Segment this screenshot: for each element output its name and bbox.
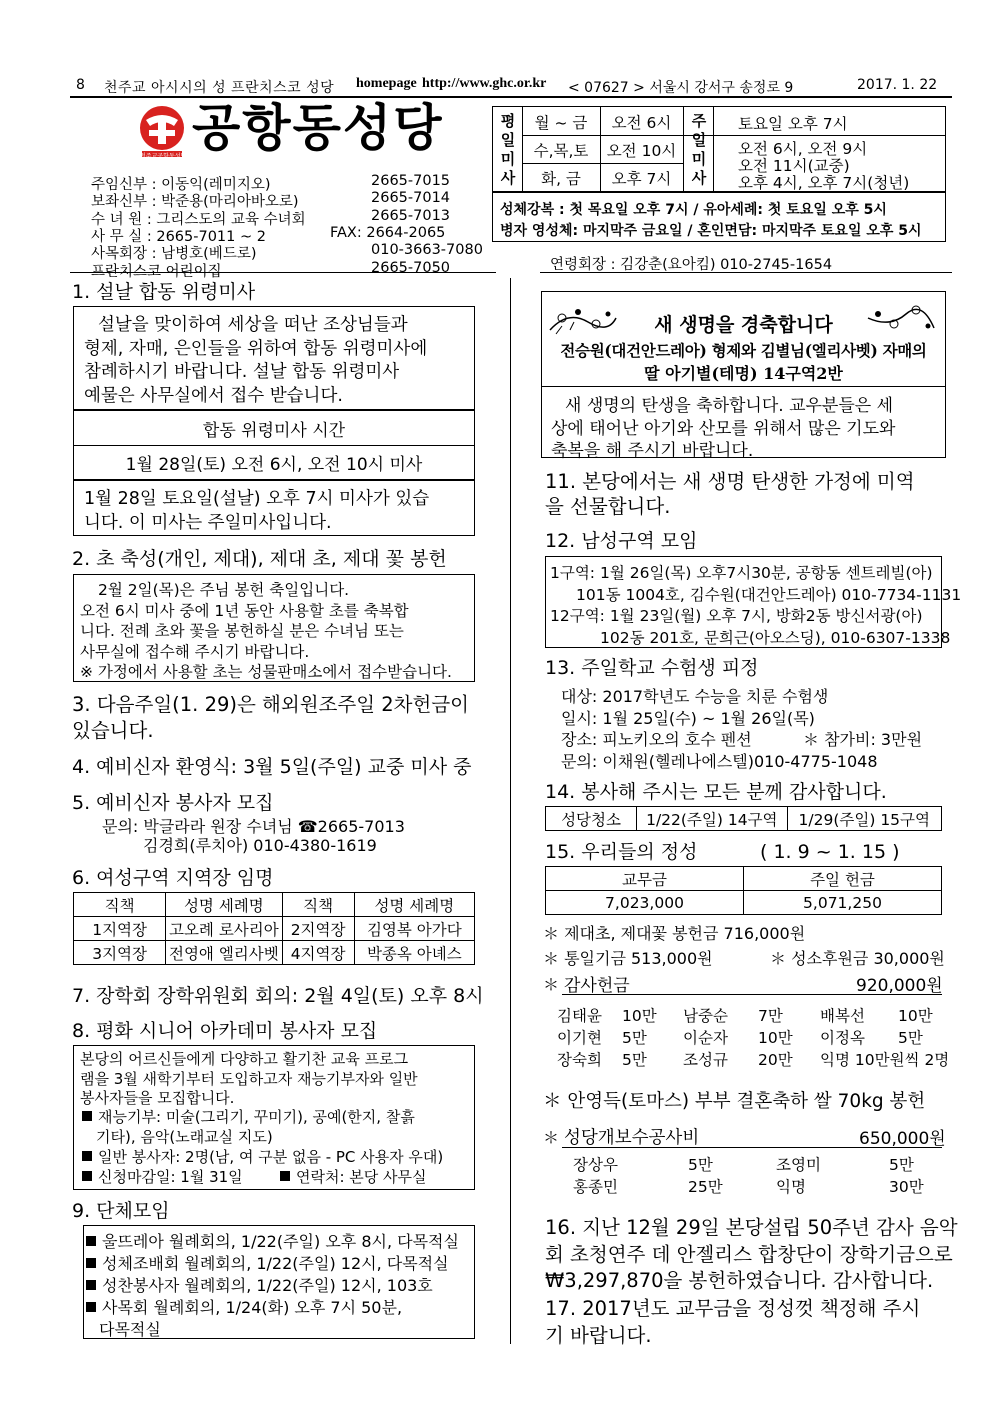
- repair-entry: 30만: [889, 1178, 924, 1196]
- sunday-mass-sat: 토요일 오후 7시: [738, 115, 848, 133]
- section-5-line-1: 문의: 박글라라 원장 수녀님 ☎2665-7013: [102, 817, 405, 836]
- bullet-text: 울뜨레아 월례회의, 1/22(주일) 오후 8시, 다목적실: [102, 1232, 459, 1251]
- altar-offering: ＊ 제대초, 제대꽃 봉헌금 716,000원: [543, 924, 806, 943]
- thanks-entry: 10만: [622, 1007, 657, 1025]
- section-12-line: 102동 201호, 문희근(아오스딩), 010-6307-1338: [600, 628, 951, 647]
- section-8-bullet: [82, 1146, 443, 1167]
- section-1-line: 형제, 자매, 은인들을 위하여 합동 위령미사에: [84, 338, 428, 359]
- section-1-title: 1. 설날 합동 위령미사: [72, 281, 256, 303]
- table-cell: 3지역장: [74, 941, 166, 965]
- table-cell: 고오례 로사리아: [166, 917, 282, 941]
- table-cell: 박종옥 아녜스: [354, 941, 474, 965]
- header-page-no: 8: [76, 77, 85, 93]
- thanks-entry: 배복선: [820, 1007, 865, 1025]
- birth-body-line: 새 생명의 탄생을 축하합니다. 교우분들은 세: [565, 396, 894, 416]
- birth-body-line: 축복을 해 주시기 바랍니다.: [551, 441, 754, 461]
- header-org: 천주교 아시시의 성 프란치스코 성당: [104, 80, 335, 96]
- repair-entry: 익명: [776, 1178, 806, 1196]
- table-cell: 1지역장: [74, 917, 166, 941]
- parish-name: 공항동성당: [192, 99, 444, 157]
- contact-role: 보좌신부 : 박준용(마리아바오로): [91, 194, 299, 211]
- repair-entry: 5만: [688, 1156, 713, 1174]
- contact-phone: 2665-7013: [371, 207, 451, 224]
- bullet-text: 일반 봉사자: 2명(남, 여 구분 없음 - PC 사용자 우대): [98, 1148, 444, 1166]
- birth-body-line: 상에 태어난 아기와 산모를 위해서 많은 기도와: [551, 418, 896, 439]
- contact-phone: 010-3663-7080: [371, 242, 483, 259]
- table-cell: 4지역장: [282, 941, 354, 965]
- section-13-line: 대상: 2017학년도 수능을 치룬 수험생: [561, 687, 829, 706]
- section-2-line: 2월 2일(목)은 주님 봉헌 축일입니다.: [98, 581, 350, 599]
- table-cell: 성명 세례명: [354, 893, 474, 917]
- section-16-line: 회 초청연주 데 안젤리스 합창단이 장학기금으로: [545, 1242, 953, 1266]
- section-13-fee: ＊ 참가비: 3만원: [803, 730, 923, 749]
- section-1-line: 예물은 사무실에서 접수 받습니다.: [84, 385, 343, 406]
- thanks-entry: 장숙희: [557, 1051, 602, 1069]
- sunday-mass-label: 주일미사: [691, 112, 707, 187]
- table-cell: 전영애 엘리사벳: [166, 941, 282, 965]
- thanks-entry: 10만: [898, 1007, 933, 1025]
- thanks-label: 감사헌금: [564, 976, 630, 996]
- section-8-line: 본당의 어르신들에게 다양하고 활기찬 교육 프로그: [80, 1050, 409, 1068]
- section-8-bullet: [82, 1106, 415, 1127]
- header-date: 2017. 1. 22: [857, 77, 938, 93]
- bullet-square-icon: [86, 1302, 96, 1312]
- table-cell: 성당청소: [546, 807, 637, 831]
- table-cell: 직책: [74, 893, 166, 917]
- contact-phone: 2665-7050: [371, 259, 451, 276]
- repair-label: 성당개보수공사비: [564, 1128, 700, 1148]
- table-cell: 7,023,000: [546, 891, 744, 915]
- district-leader-table: [73, 892, 475, 965]
- vocation-fund: ＊ 성소후원금 30,000원: [770, 949, 945, 968]
- thanks-entry: 이기현: [557, 1029, 602, 1047]
- section-2-title: 2. 초 축성(개인, 제대), 제대 초, 제대 꽃 봉헌: [72, 548, 447, 570]
- section-12-line: 101동 1004호, 김수원(대건안드레아) 010-7734-1131: [576, 585, 962, 604]
- bullet-square-icon: [86, 1280, 96, 1290]
- contact-phone: 2665-7014: [371, 190, 451, 207]
- section-1-time-title: 합동 위령미사 시간: [202, 421, 346, 441]
- section-17-line: 기 바랍니다.: [545, 1323, 652, 1347]
- bullet-text: 기타), 음악(노래교실 지도): [96, 1128, 273, 1146]
- table-row: [546, 807, 942, 831]
- section-8-title: 8. 평화 시니어 아카데미 봉사자 모집: [72, 1020, 378, 1042]
- section-8-line: 램을 3월 새학기부터 도입하고자 재능기부자와 일반: [80, 1069, 418, 1088]
- bullet-text: 연락처: 본당 사무실: [296, 1168, 427, 1186]
- weekday-mass-label: 평일미사: [500, 112, 516, 187]
- section-4-title: 4. 예비신자 환영식: 3월 5일(주일) 교중 미사 중: [72, 756, 472, 778]
- thanks-entry: 남중순: [683, 1007, 728, 1025]
- unification-fund: ＊ 통일기금 513,000원: [543, 949, 713, 968]
- header-homepage-label: homepage: [356, 76, 417, 91]
- section-12-line: 1구역: 1월 26일(목) 오후7시30분, 공항동 센트레빌(아): [550, 564, 933, 582]
- weekday-mass-time: 오후 7시: [611, 170, 672, 188]
- section-12-line: 12구역: 1월 23일(월) 오후 7시, 방화2동 방신서광(아): [550, 607, 923, 625]
- contacts-rule: [70, 272, 496, 273]
- thanks-entry: 5만: [622, 1051, 647, 1069]
- repair-entry: 25만: [688, 1178, 723, 1196]
- section-13-title: 13. 주일학교 수험생 피정: [545, 657, 759, 679]
- bullet-text: 다목적실: [99, 1320, 161, 1339]
- thanks-entry: 김태윤: [557, 1007, 602, 1025]
- section-17-line: 17. 2017년도 교무금을 정성껏 책정해 주시: [545, 1297, 921, 1320]
- volunteer-table: [545, 806, 942, 831]
- table-cell: 1/29(주일) 15구역: [787, 807, 941, 831]
- bullet-square-icon: [82, 1151, 92, 1161]
- table-row: [74, 893, 475, 917]
- table-row: [74, 941, 475, 965]
- table-cell: 1/22(주일) 14구역: [637, 807, 787, 831]
- contact-role: 사 무 실 : 2665-7011 ~ 2: [91, 228, 266, 245]
- section-13-line: 일시: 1월 25일(수) ~ 1월 26일(목): [561, 708, 815, 728]
- bullet-text: 성체조배회 월례회의, 1/22(주일) 12시, 다목적실: [102, 1254, 449, 1273]
- weekday-mass-day: 화, 금: [541, 170, 581, 188]
- thanks-entry: 20만: [758, 1051, 793, 1069]
- contact-role: 수 녀 원 : 그리스도의 교육 수녀회: [91, 211, 306, 228]
- group-meeting-item: [99, 1317, 161, 1340]
- memorial-chair: 연령회장 : 김강춘(요아킴) 010-2745-1654: [550, 257, 833, 273]
- repair-total: 650,000원: [859, 1129, 946, 1149]
- thanks-entry: 이정옥: [820, 1029, 865, 1047]
- weekday-mass-time: 오전 6시: [611, 114, 672, 132]
- section-11-line-2: 을 선물합니다.: [545, 495, 671, 518]
- sunday-mass-2: 오전 11시(교중): [738, 157, 850, 175]
- section-1-line: 참례하시기 바랍니다. 설날 합동 위령미사: [84, 362, 400, 382]
- weekday-mass-time: 오전 10시: [606, 142, 677, 160]
- header-address: < 07627 > 서울시 강서구 송정로 9: [568, 80, 794, 96]
- birth-baby: 딸 아기별(테명) 14구역2반: [644, 364, 843, 383]
- group-meeting-item: [86, 1251, 449, 1274]
- section-8-line: 봉사자들을 모집합니다.: [80, 1089, 235, 1107]
- section-8-bullet: [96, 1126, 273, 1147]
- bullet-text: 사목회 월례회의, 1/24(화) 오후 7시 50분,: [102, 1298, 403, 1317]
- section-6-title: 6. 여성구역 지역장 임명: [72, 867, 274, 889]
- bullet-square-icon: [86, 1258, 96, 1268]
- thanks-entry: 5만: [622, 1029, 647, 1047]
- thanks-entry: 10만: [758, 1029, 793, 1047]
- thanks-entry: 이순자: [683, 1029, 728, 1047]
- bullet-text: 신청마감일: 1월 31일: [98, 1168, 243, 1186]
- section-13-line: 장소: 피노키오의 호수 펜션: [561, 730, 752, 749]
- section-5-title: 5. 예비신자 봉사자 모집: [72, 792, 274, 814]
- table-cell: 5,071,250: [744, 891, 942, 915]
- section-11-line-1: 11. 본당에서는 새 생명 탄생한 가정에 미역: [545, 470, 915, 493]
- contact-role: 프란치스코 어린이집: [91, 263, 222, 280]
- section-14-title: 14. 봉사해 주시는 모든 분께 감사합니다.: [545, 781, 887, 803]
- repair-entry: 장상우: [573, 1156, 618, 1174]
- section-3-line-1: 3. 다음주일(1. 29)은 해외원조주일 2차헌금이: [72, 693, 469, 716]
- group-meeting-item: [86, 1295, 402, 1318]
- sunday-mass-3: 오후 4시, 오후 7시(청년): [738, 174, 910, 192]
- contact-role: 사목회장 : 남병호(베드로): [91, 246, 257, 263]
- thanks-star: ＊: [543, 975, 560, 994]
- sacrament-note-2: 병자 영성체: 마지막주 금요일 / 혼인면담: 마지막주 토요일 오후 5시: [500, 223, 922, 239]
- table-cell: 2지역장: [282, 917, 354, 941]
- header-homepage-url[interactable]: http://www.ghc.or.kr: [422, 76, 547, 91]
- weekday-mass-day: 월 ~ 금: [534, 114, 588, 132]
- thanks-entry: 조성규: [683, 1051, 728, 1069]
- section-8-bullet: [82, 1166, 243, 1187]
- section-12-title: 12. 남성구역 모임: [545, 530, 698, 552]
- schedule-rule: [540, 272, 952, 273]
- section-13-line: 문의: 이채원(헬레나에스텔)010-4775-1048: [561, 751, 878, 771]
- bullet-square-icon: [280, 1171, 290, 1181]
- section-3-line-2: 있습니다.: [72, 719, 154, 742]
- logo-caption: 천주교공항동성당: [140, 153, 187, 160]
- bullet-text: 재능기부: 미술(그리기, 꾸미기), 공예(한지, 찰흙: [98, 1108, 415, 1126]
- contact-role: 주임신부 : 이동익(레미지오): [91, 177, 271, 193]
- table-cell: 교무금: [546, 867, 744, 891]
- birth-title: 새 생명을 경축합니다: [654, 314, 833, 336]
- column-divider: [510, 278, 511, 1344]
- thanks-entry: 7만: [758, 1007, 783, 1025]
- rice-offering: ＊ 안영득(토마스) 부부 결혼축하 쌀 70kg 봉헌: [543, 1091, 926, 1112]
- thanks-total: 920,000원: [856, 976, 943, 996]
- section-8-contact: [280, 1166, 427, 1187]
- thanks-entry: 익명 10만원씩 2명: [820, 1051, 950, 1069]
- birth-names: 전승원(대건안드레아) 형제와 김별님(엘리사벳) 자매의: [560, 341, 927, 360]
- table-cell: 직책: [282, 893, 354, 917]
- weekday-mass-day: 수,목,토: [533, 142, 589, 160]
- section-16-line: ₩3,297,870을 봉헌하였습니다. 감사합니다.: [545, 1269, 934, 1292]
- contact-phone: 2665-7015: [371, 173, 451, 189]
- section-7-title: 7. 장학회 장학위원회 회의: 2월 4일(토) 오후 8시: [72, 985, 484, 1007]
- section-1-note-2: 니다. 이 미사는 주일미사입니다.: [84, 513, 332, 533]
- repair-entry: 조영미: [776, 1156, 821, 1174]
- section-15-period: ( 1. 9 ~ 1. 15 ): [760, 841, 900, 863]
- section-2-line: ※ 가정에서 사용할 초는 성물판매소에서 접수받습니다.: [80, 663, 452, 681]
- thanks-entry: 5만: [898, 1029, 923, 1047]
- parish-logo: [136, 104, 188, 156]
- repair-star: ＊: [543, 1128, 560, 1147]
- bullet-square-icon: [82, 1111, 92, 1121]
- group-meeting-item: [86, 1229, 459, 1252]
- bullet-square-icon: [86, 1236, 96, 1246]
- section-2-line: 니다. 전례 초와 꽃을 봉헌하실 분은 수녀님 또는: [80, 622, 404, 640]
- group-meeting-item: [86, 1273, 433, 1296]
- repair-entry: 5만: [889, 1156, 914, 1174]
- section-15-title: 15. 우리들의 정성: [545, 841, 698, 863]
- section-2-line: 사무실에 접수해 주시기 바랍니다.: [80, 642, 310, 661]
- sacrament-note-1: 성체강복 : 첫 목요일 오후 7시 / 유아세례: 첫 토요일 오후 5시: [500, 202, 887, 218]
- repair-entry: 홍종민: [573, 1178, 618, 1196]
- section-2-line: 오전 6시 미사 중에 1년 동안 사용할 초를 축복합: [80, 601, 409, 620]
- table-cell: 주일 헌금: [744, 867, 942, 891]
- sunday-mass-1: 오전 6시, 오전 9시: [738, 140, 868, 158]
- bullet-square-icon: [82, 1171, 92, 1181]
- section-1-note-1: 1월 28일 토요일(설날) 오후 7시 미사가 있습: [84, 489, 430, 509]
- table-row: [546, 891, 942, 915]
- section-5-line-2: 김경희(루치아) 010-4380-1619: [143, 836, 377, 855]
- table-row: [546, 867, 942, 891]
- table-cell: 성명 세례명: [166, 893, 282, 917]
- section-16-line: 16. 지난 12월 29일 본당설립 50주년 감사 음악: [545, 1216, 958, 1239]
- table-row: [74, 917, 475, 941]
- section-1-time: 1월 28일(토) 오전 6시, 오전 10시 미사: [125, 455, 423, 475]
- offering-table: [545, 866, 942, 915]
- table-cell: 김영복 아가다: [354, 917, 474, 941]
- bullet-text: 성찬봉사자 월례회의, 1/22(주일) 12시, 103호: [102, 1276, 433, 1295]
- section-1-line: 설날을 맞이하여 세상을 떠난 조상님들과: [98, 315, 408, 335]
- section-9-title: 9. 단체모임: [72, 1200, 170, 1222]
- contact-phone: FAX: 2664-2065: [330, 224, 446, 241]
